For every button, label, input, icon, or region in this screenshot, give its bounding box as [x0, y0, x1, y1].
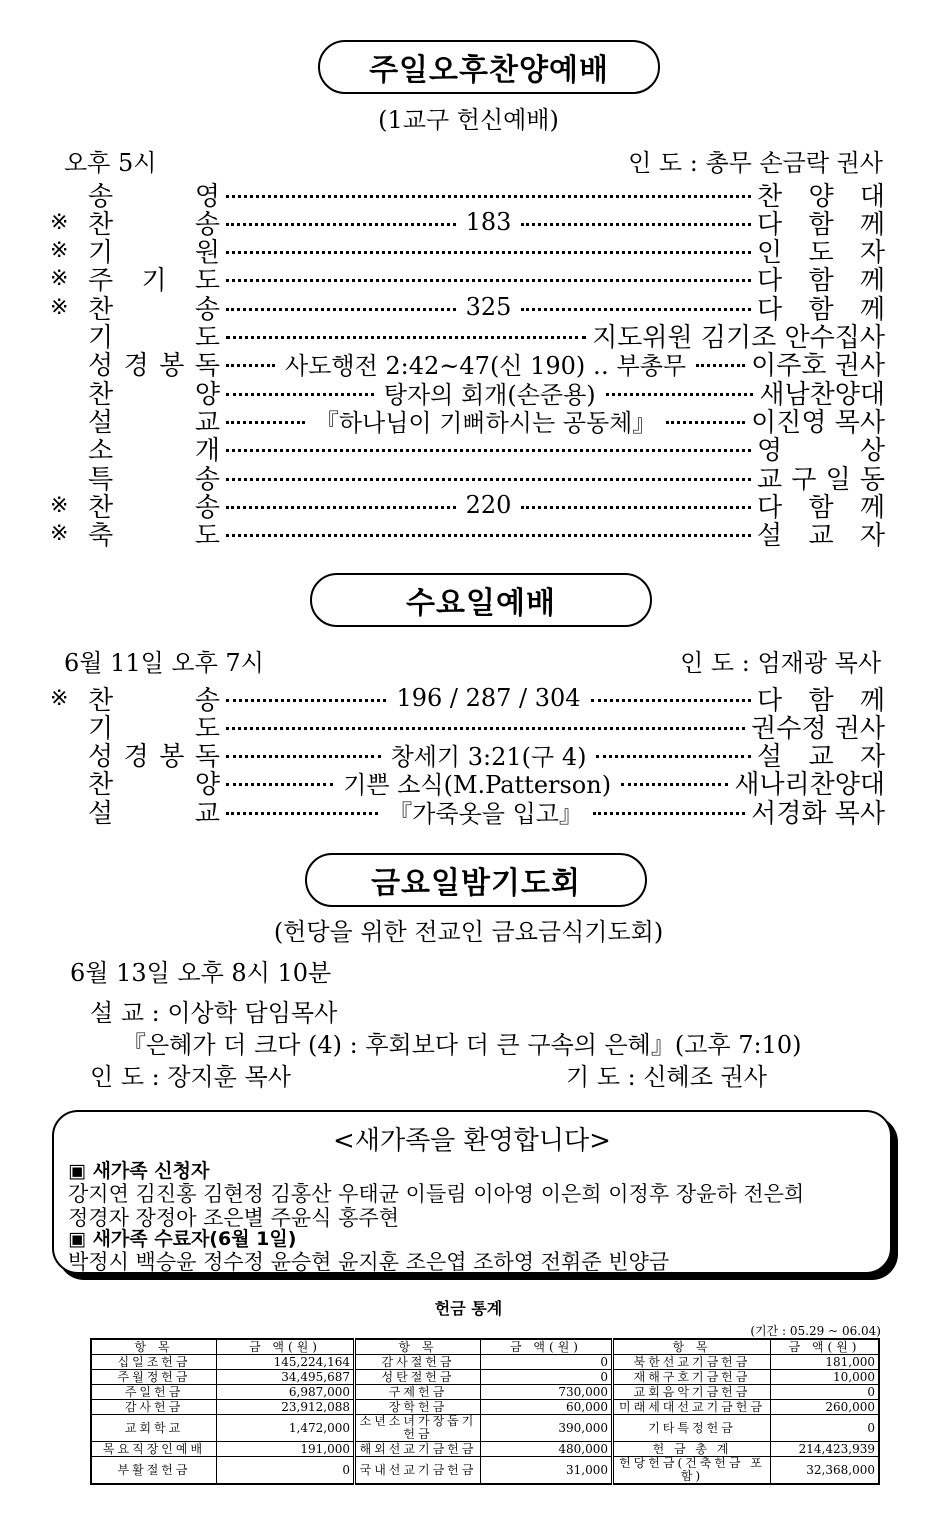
- order-row: [50, 520, 885, 552]
- offering-row: [91, 1370, 879, 1385]
- order-person: 다 함 께: [757, 209, 885, 240]
- order-label: 찬 양: [88, 770, 220, 801]
- order-label: 기 원: [88, 238, 220, 269]
- leader-dots: [696, 364, 745, 367]
- friday-subtitle: (헌당을 위한 전교인 금요금식기도회): [273, 918, 664, 946]
- leader-dots: [226, 727, 745, 730]
- order-detail: 325: [465, 293, 512, 322]
- offering-amount: 145,224,164: [217, 1355, 355, 1370]
- offering-item: 교회학교: [91, 1415, 217, 1442]
- leader-dots: [226, 812, 378, 815]
- leader-dots: [226, 308, 456, 311]
- order-detail: 『하나님이 기뻐하시는 공동체』: [314, 408, 657, 437]
- graduates-line: 박정시 백승윤 정수정 윤승현 윤지훈 조은엽 조하영 전휘준 빈양금: [68, 1250, 670, 1274]
- offering-row: [91, 1355, 879, 1370]
- header-cell: 금 액(원): [217, 1339, 355, 1355]
- offering-item: 미래세대선교기금헌금: [613, 1400, 771, 1415]
- offering-header-row: [91, 1339, 879, 1355]
- offering-amount: 480,000: [481, 1442, 613, 1457]
- offering-item: 교회음악기금헌금: [613, 1385, 771, 1400]
- offering-row: [91, 1415, 879, 1442]
- order-person: 찬 양 대: [757, 181, 885, 212]
- leader-dots: [226, 699, 386, 702]
- sunday-leader: 인 도 : 총무 손금락 권사: [628, 149, 883, 177]
- offering-amount: 0: [771, 1415, 880, 1442]
- offering-title: 헌금 통계: [434, 1299, 503, 1318]
- offering-amount: 214,423,939: [771, 1442, 880, 1457]
- order-person: 인 도 자: [757, 238, 885, 269]
- leader-dots: [226, 279, 751, 282]
- offering-row: [91, 1400, 879, 1415]
- offering-item: 성탄절헌금: [355, 1370, 481, 1385]
- offering-item: 재해구호기금헌금: [613, 1370, 771, 1385]
- leader-dots: [521, 223, 751, 226]
- order-person: 이진영 목사: [751, 407, 886, 438]
- order-person: 설 교 자: [757, 742, 886, 773]
- leader-dots: [521, 506, 751, 509]
- leader-dots: [226, 336, 586, 339]
- offering-item: 소년소녀가장돕기헌금: [355, 1415, 481, 1442]
- order-person: 권수정 권사: [751, 713, 885, 744]
- stand-mark: ※: [50, 294, 69, 320]
- order-person: 교 구 일 동: [757, 464, 885, 495]
- offering-amount: 6,987,000: [217, 1385, 355, 1400]
- offering-amount: 0: [217, 1457, 355, 1485]
- order-detail: 기쁜 소식(M.Patterson): [343, 771, 612, 800]
- leader-dots: [226, 421, 305, 424]
- welcome-box: [52, 1110, 892, 1274]
- order-person: 설 교 자: [757, 521, 885, 552]
- stand-mark: ※: [50, 685, 69, 711]
- offering-item: 감사헌금: [91, 1400, 217, 1415]
- order-person: 이주호 권사: [751, 351, 885, 382]
- offering-amount: 0: [481, 1370, 613, 1385]
- offering-amount: 32,368,000: [771, 1457, 880, 1485]
- order-person: 지도위원 김기조 안수집사: [592, 323, 885, 353]
- offering-item: 구제헌금: [355, 1385, 481, 1400]
- leader-dots: [591, 699, 751, 702]
- offering-item: 헌 금 총 계: [613, 1442, 771, 1457]
- offering-amount: 0: [771, 1385, 880, 1400]
- offering-amount: 23,912,088: [217, 1400, 355, 1415]
- order-label: 기 도: [88, 323, 220, 353]
- offering-amount: 0: [481, 1355, 613, 1370]
- order-label: 주 기 도: [88, 266, 220, 297]
- wednesday-title: 수요일예배: [406, 586, 556, 621]
- applicants-line-2: 정경자 장정아 조은별 주윤식 홍주현: [68, 1206, 399, 1230]
- stand-mark: ※: [50, 492, 69, 518]
- offering-item: 헌당헌금(건축헌금 포함): [613, 1457, 771, 1485]
- offering-row: [91, 1385, 879, 1400]
- offering-amount: 31,000: [481, 1457, 613, 1485]
- order-person: 새남찬양대: [759, 379, 886, 410]
- stand-mark: ※: [50, 238, 69, 264]
- offering-amount: 34,495,687: [217, 1370, 355, 1385]
- order-person: 서경화 목사: [751, 798, 885, 829]
- offering-table: [90, 1338, 880, 1485]
- order-label: 성 경 봉 독: [88, 351, 220, 382]
- order-label: 소 개: [88, 436, 220, 467]
- sunday-subtitle: (1교구 헌신예배): [378, 106, 559, 134]
- order-person: 다 함 께: [757, 294, 885, 325]
- stand-mark: ※: [50, 209, 69, 235]
- leader-dots: [226, 195, 751, 198]
- order-person: 새나리찬양대: [734, 770, 886, 801]
- welcome-title: <새가족을 환영합니다>: [333, 1126, 611, 1156]
- friday-preacher: 설 교 : 이상학 담임목사: [90, 999, 338, 1027]
- leader-dots: [226, 449, 751, 452]
- order-label: 찬 송: [88, 685, 220, 716]
- offering-amount: 1,472,000: [217, 1415, 355, 1442]
- offering-item: 십일조헌금: [91, 1355, 217, 1370]
- stand-mark: ※: [50, 266, 69, 292]
- order-detail: 196 / 287 / 304: [396, 684, 581, 712]
- order-person: 다 함 께: [757, 266, 885, 297]
- offering-amount: 60,000: [481, 1400, 613, 1415]
- applicants-heading: ▣ 새가족 신청자: [68, 1160, 210, 1182]
- order-label: 찬 양: [88, 379, 220, 410]
- order-label: 설 교: [88, 798, 220, 829]
- offering-item: 부활절헌금: [91, 1457, 217, 1485]
- leader-dots: [226, 534, 751, 537]
- friday-leader: 인 도 : 장지훈 목사: [90, 1063, 291, 1091]
- order-person: 영 상: [757, 436, 885, 467]
- header-cell: 항 목: [355, 1339, 481, 1355]
- offering-item: 주월정헌금: [91, 1370, 217, 1385]
- leader-dots: [606, 393, 754, 396]
- leader-dots: [593, 812, 745, 815]
- friday-prayer: 기 도 : 신혜조 권사: [566, 1063, 767, 1091]
- order-label: 찬 송: [88, 492, 220, 523]
- offering-item: 기타특정헌금: [613, 1415, 771, 1442]
- order-detail: 창세기 3:21(구 4): [390, 743, 587, 772]
- graduates-heading: ▣ 새가족 수료자(6월 1일): [68, 1228, 297, 1250]
- friday-sermon: 『은혜가 더 크다 (4) : 후회보다 더 큰 구속의 은혜』(고후 7:10): [122, 1031, 802, 1059]
- header-cell: 항 목: [91, 1339, 217, 1355]
- offering-item: 북한선교기금헌금: [613, 1355, 771, 1370]
- offering-row: [91, 1442, 879, 1457]
- order-label: 찬 송: [88, 294, 220, 325]
- order-label: 축 도: [88, 521, 220, 552]
- leader-dots: [226, 506, 456, 509]
- order-detail: 탕자의 회개(손준용): [383, 380, 596, 409]
- header-cell: 항 목: [613, 1339, 771, 1355]
- offering-amount: 730,000: [481, 1385, 613, 1400]
- leader-dots: [521, 308, 751, 311]
- order-label: 설 교: [88, 407, 220, 438]
- order-person: 다 함 께: [757, 685, 885, 716]
- offering-item: 주일헌금: [91, 1385, 217, 1400]
- leader-dots: [226, 223, 456, 226]
- order-detail: 『가죽옷을 입고』: [388, 799, 583, 828]
- sunday-title: 주일오후찬양예배: [369, 53, 609, 88]
- offering-period: (기간 : 05.29 ~ 06.04): [750, 1324, 881, 1338]
- order-detail: 220: [465, 491, 512, 520]
- leader-dots: [666, 421, 745, 424]
- leader-dots: [226, 478, 751, 481]
- leader-dots: [226, 755, 381, 758]
- leader-dots: [621, 783, 728, 786]
- offering-amount: 10,000: [771, 1370, 880, 1385]
- sunday-time: 오후 5시: [64, 149, 157, 177]
- friday-title: 금요일밤기도회: [371, 866, 581, 901]
- header-cell: 금 액(원): [481, 1339, 613, 1355]
- offering-amount: 260,000: [771, 1400, 880, 1415]
- offering-item: 해외선교기금헌금: [355, 1442, 481, 1457]
- order-row: [50, 797, 885, 829]
- stand-mark: ※: [50, 521, 69, 547]
- wednesday-title-box: [310, 573, 652, 627]
- offering-amount: 181,000: [771, 1355, 880, 1370]
- offering-item: 목요직장인예배: [91, 1442, 217, 1457]
- wednesday-leader: 인 도 : 엄재광 목사: [680, 649, 881, 677]
- order-detail: 사도행전 2:42~47(신 190) ‥ 부총무: [285, 352, 687, 381]
- order-detail: 183: [465, 208, 512, 237]
- order-label: 성 경 봉 독: [88, 742, 220, 773]
- leader-dots: [596, 755, 751, 758]
- order-label: 기 도: [88, 713, 220, 744]
- friday-time: 6월 13일 오후 8시 10분: [70, 959, 332, 987]
- sunday-title-box: [318, 40, 660, 94]
- leader-dots: [226, 783, 333, 786]
- wednesday-time: 6월 11일 오후 7시: [64, 649, 264, 677]
- offering-item: 감사절헌금: [355, 1355, 481, 1370]
- leader-dots: [226, 364, 275, 367]
- header-cell: 금 액(원): [771, 1339, 880, 1355]
- order-label: 찬 송: [88, 209, 220, 240]
- leader-dots: [226, 393, 374, 396]
- offering-row: [91, 1457, 879, 1485]
- order-label: 송 영: [88, 181, 220, 212]
- offering-amount: 390,000: [481, 1415, 613, 1442]
- applicants-line-1: 강지연 김진홍 김현정 김홍산 우태균 이들림 이아영 이은희 이정후 장윤하 전은희: [68, 1182, 805, 1206]
- offering-amount: 191,000: [217, 1442, 355, 1457]
- offering-item: 장학헌금: [355, 1400, 481, 1415]
- order-person: 다 함 께: [757, 492, 885, 523]
- leader-dots: [226, 251, 751, 254]
- friday-title-box: [305, 853, 647, 907]
- offering-item: 국내선교기금헌금: [355, 1457, 481, 1485]
- order-label: 특 송: [88, 464, 220, 495]
